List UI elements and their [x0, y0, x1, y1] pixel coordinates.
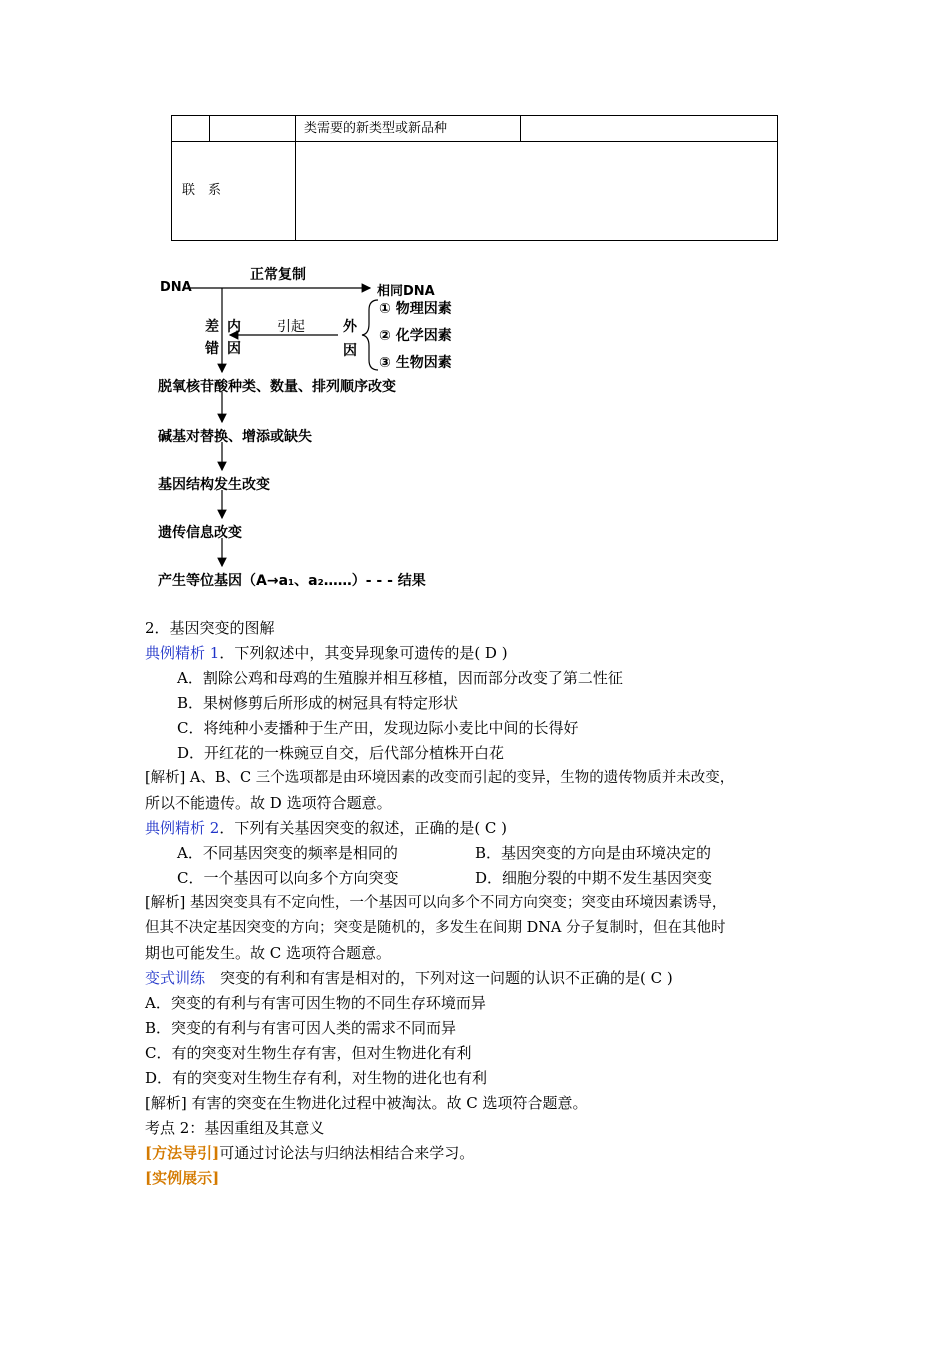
step-base-pair-change: 碱基对替换、增添或缺失 — [158, 429, 312, 445]
error-char-2: 错 — [205, 341, 219, 357]
outer-char-2: 因 — [343, 343, 357, 359]
option-c: C．有的突变对生物生存有害，但对生物进化有利 — [145, 1044, 472, 1062]
inner-char-1: 内 — [227, 319, 241, 335]
option-d: D．细胞分裂的中期不发生基因突变 — [475, 869, 713, 887]
example-show-label: [实例展示] — [145, 1169, 220, 1187]
table-col-divider — [520, 116, 521, 141]
analysis-2-line-3: 期也可能发生。故 C 选项符合题意。 — [145, 944, 392, 962]
analysis-1-line-1: [解析] A、B、C 三个选项都是由环境因素的改变而引起的变异，生物的遗传物质并未改变， — [145, 770, 735, 786]
analysis-3: [解析] 有害的突变在生物进化过程中被淘汰。故 C 选项符合题意。 — [145, 1094, 588, 1112]
normal-copy-label: 正常复制 — [250, 267, 306, 283]
option-b: B．基因突变的方向是由环境决定的 — [475, 844, 712, 862]
outer-char-1: 外 — [343, 319, 357, 335]
factor-chemical: ② 化学因素 — [379, 328, 452, 344]
step-allele-result: 产生等位基因（A→a₁、a₂……）- - - 结果 — [158, 573, 426, 589]
example-1-label: 典例精析 1 — [145, 644, 220, 662]
section-title: 2．基因突变的图解 — [145, 619, 275, 637]
option-d: D．开红花的一株豌豆自交，后代部分植株开白花 — [177, 744, 505, 762]
analysis-2-line-1: [解析] 基因突变具有不定向性，一个基因可以向多个不同方向突变；突变由环境因素诱导， — [145, 895, 727, 911]
table-row-label: 联 系 — [182, 183, 222, 198]
option-b: B．突变的有利与有害可因人类的需求不同而异 — [145, 1019, 457, 1037]
option-a: A．不同基因突变的频率是相同的 — [177, 844, 398, 862]
comparison-table — [171, 115, 778, 241]
topic-2-title: 考点 2：基因重组及其意义 — [145, 1119, 325, 1137]
example-2-question — [145, 818, 507, 838]
analysis-1-line-2: 所以不能遗传。故 D 选项符合题意。 — [145, 794, 392, 812]
example-1-question — [145, 643, 508, 663]
step-nucleotide-change: 脱氧核苷酸种类、数量、排列顺序改变 — [158, 379, 396, 395]
factor-physical: ① 物理因素 — [379, 301, 452, 317]
gene-mutation-diagram — [155, 262, 475, 592]
cause-label: 引起 — [277, 319, 305, 335]
example-2-label: 典例精析 2 — [145, 819, 220, 837]
variant-question — [145, 968, 673, 988]
table-col-divider — [295, 116, 296, 240]
same-dna-label: 相同DNA — [377, 284, 435, 299]
example-2-stem: ．下列有关基因突变的叙述，正确的是( C ) — [219, 819, 508, 837]
option-c: C．将纯种小麦播种于生产田，发现边际小麦比中间的长得好 — [177, 719, 579, 737]
method-guide-text: 可通过讨论法与归纳法相结合来学习。 — [219, 1144, 475, 1162]
method-guide — [145, 1143, 474, 1163]
option-a: A．割除公鸡和母鸡的生殖腺并相互移植，因而部分改变了第二性征 — [177, 669, 623, 687]
option-b: B．果树修剪后所形成的树冠具有特定形状 — [177, 694, 459, 712]
option-a: A．突变的有利与有害可因生物的不同生存环境而异 — [145, 994, 486, 1012]
variant-stem: 突变的有利和有害是相对的，下列对这一问题的认识不正确的是( C ) — [205, 969, 673, 987]
inner-char-2: 因 — [227, 341, 241, 357]
error-char-1: 差 — [205, 319, 219, 335]
factor-biological: ③ 生物因素 — [379, 355, 452, 371]
variant-label: 变式训练 — [145, 969, 206, 987]
step-gene-structure-change: 基因结构发生改变 — [158, 477, 270, 493]
option-d: D．有的突变对生物生存有利，对生物的进化也有利 — [145, 1069, 488, 1087]
example-show — [145, 1168, 219, 1188]
step-genetic-info-change: 遗传信息改变 — [158, 525, 242, 541]
table-cell-text: 类需要的新类型或新品种 — [304, 121, 448, 136]
table-col-divider — [209, 116, 210, 141]
method-guide-label: [方法导引] — [145, 1144, 220, 1162]
example-1-stem: ．下列叙述中，其变异现象可遗传的是( D ) — [219, 644, 508, 662]
table-row-divider — [172, 141, 777, 142]
dna-label: DNA — [160, 280, 192, 295]
option-c: C．一个基因可以向多个方向突变 — [177, 869, 399, 887]
analysis-2-line-2: 但其不决定基因突变的方向；突变是随机的，多发生在间期 DNA 分子复制时，但在其他时 — [145, 920, 726, 936]
